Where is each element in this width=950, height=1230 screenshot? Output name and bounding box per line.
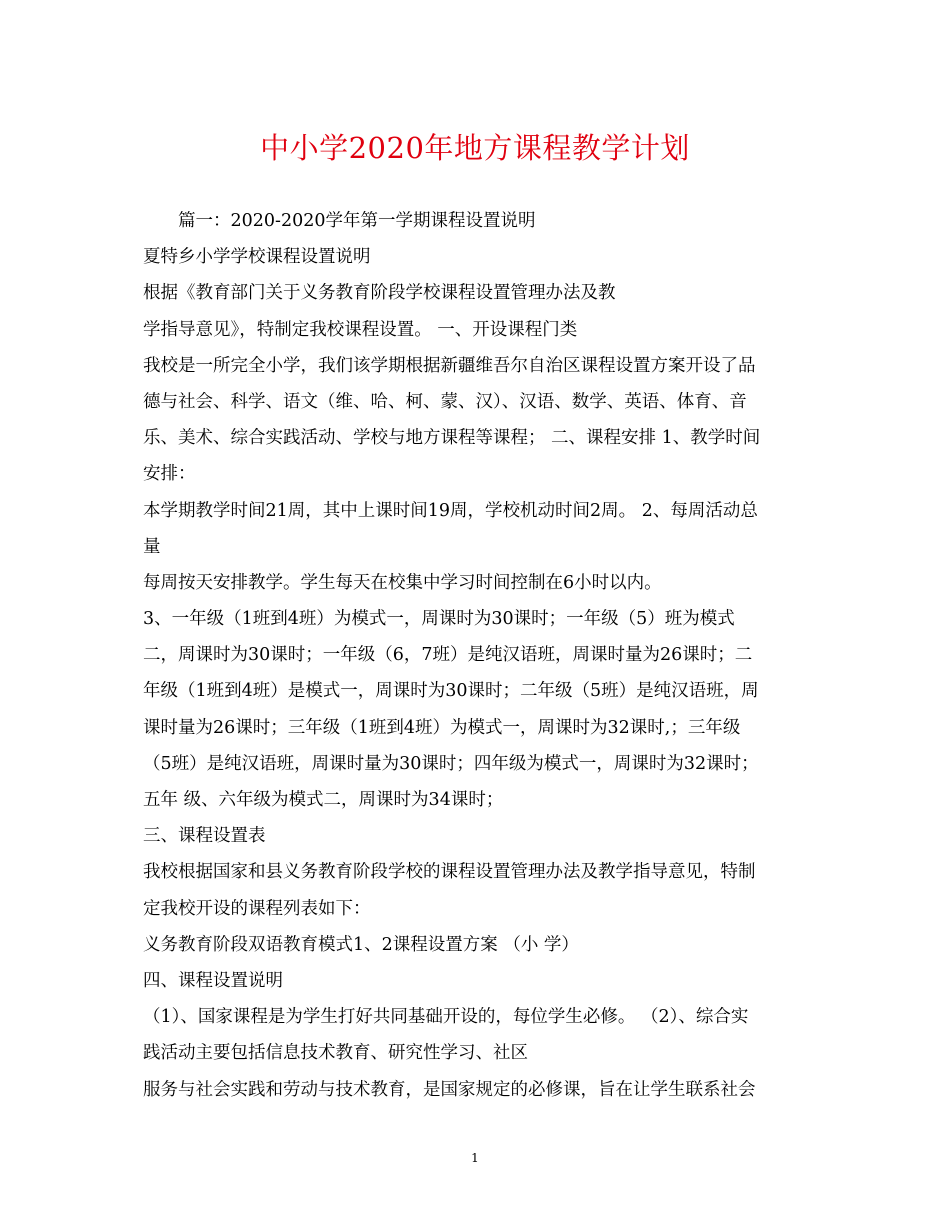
page-number: 1 bbox=[471, 1151, 479, 1165]
text-line: 夏特乡小学学校课程设置说明 bbox=[143, 247, 371, 268]
text-line: （5班）是纯汉语班，周课时量为30课时；四年级为模式一，周课时为32课时； bbox=[143, 753, 759, 774]
text-line: 本学期教学时间21周，其中上课时间19周，学校机动时间2周。 2、每周活动总 bbox=[143, 500, 758, 521]
text-line: 学指导意见》，特制定我校课程设置。 一、开设课程门类 bbox=[143, 319, 578, 340]
text-line: 乐、美术、综合实践活动、学校与地方课程等课程； 二、课程安排 1、教学时间 bbox=[143, 428, 761, 449]
text-line: （1）、国家课程是为学生打好共同基础开设的，每位学生必修。 （2）、综合实 bbox=[143, 1007, 749, 1028]
text-line: 课时量为26课时；三年级（1班到4班）为模式一，周课时为32课时,；三年级 bbox=[143, 717, 741, 738]
text-line: 服务与社会实践和劳动与技术教育，是国家规定的必修课，旨在让学生联系社会 bbox=[143, 1079, 756, 1100]
document-body bbox=[143, 203, 811, 1108]
text-line: 量 bbox=[143, 536, 161, 557]
text-line: 五年 级、六年级为模式二，周课时为34课时； bbox=[143, 790, 504, 810]
section-heading: 三、课程设置表 bbox=[143, 826, 266, 847]
text-line: 年级（1班到4班）是模式一，周课时为30课时；二年级（5班）是纯汉语班，周 bbox=[143, 681, 759, 702]
text-line: 我校根据国家和县义务教育阶段学校的课程设置管理办法及教学指导意见，特制 bbox=[143, 862, 756, 883]
text-line: 每周按天安排教学。学生每天在校集中学习时间控制在6小时以内。 bbox=[143, 572, 662, 593]
text-line: 我校是一所完全小学，我们该学期根据新疆维吾尔自治区课程设置方案开设了品 bbox=[143, 355, 756, 376]
text-line: 践活动主要包括信息技术教育、研究性学习、社区 bbox=[143, 1043, 528, 1064]
text-line: 篇一：2020-2020学年第一学期课程设置说明 bbox=[178, 211, 536, 231]
section-heading: 四、课程设置说明 bbox=[143, 970, 283, 991]
text-line: 根据《教育部门关于义务教育阶段学校课程设置管理办法及教 bbox=[143, 283, 616, 304]
text-line: 安排： bbox=[143, 464, 196, 485]
text-line: 德与社会、科学、语文（维、哈、柯、蒙、汉）、汉语、数学、英语、体育、音 bbox=[143, 391, 747, 412]
text-line: 3、一年级（1班到4班）为模式一，周课时为30课时；一年级（5）班为模式 bbox=[143, 609, 735, 630]
text-line: 义务教育阶段双语教育模式1、2课程设置方案 （小 学） bbox=[143, 934, 579, 955]
text-line: 定我校开设的课程列表如下： bbox=[143, 898, 371, 919]
text-line: 二，周课时为30课时；一年级（6，7班）是纯汉语班，周课时量为26课时；二 bbox=[143, 645, 753, 666]
document-title: 中小学2020年地方课程教学计划 bbox=[260, 131, 690, 165]
